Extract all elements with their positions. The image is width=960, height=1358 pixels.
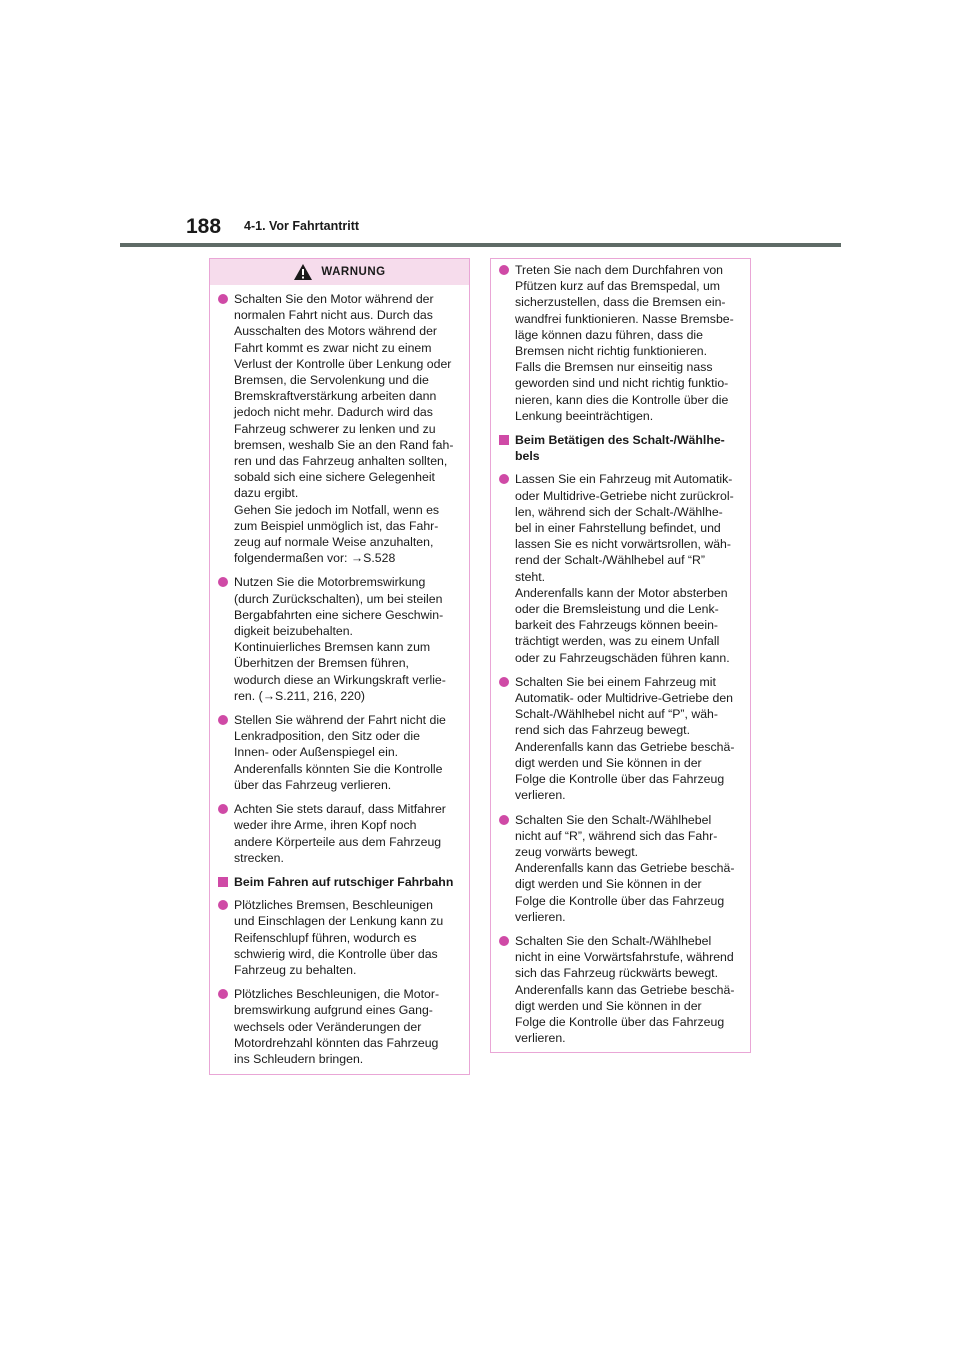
text-line: bremsen, weshalb Sie an den Rand fah-	[234, 437, 454, 452]
text-line: trächtigt werden, was zu einem Unfall	[515, 634, 720, 649]
text-line: Schalten Sie den Motor während der	[234, 292, 434, 306]
bullet-dot-icon	[499, 265, 509, 275]
bullet-dot-icon	[499, 936, 509, 946]
bullet-item	[216, 986, 461, 1067]
text-line: digkeit beizubehalten.	[234, 624, 353, 639]
text-line: Ausschalten des Motors während der	[234, 324, 438, 339]
bullet-dot-icon	[218, 577, 228, 587]
text-line: digt werden und Sie können in der	[515, 998, 702, 1013]
warning-box-left	[209, 258, 470, 1075]
subhead-text: Beim Betätigen des Schalt-/Wählhe-	[515, 433, 725, 448]
text-line: bel in einer Fahrstellung befindet, und	[515, 521, 721, 536]
text-line: zeug auf normale Weise anzuhalten,	[234, 535, 434, 550]
warning-label: WARNUNG	[321, 266, 386, 278]
text-line: verlieren.	[515, 1031, 566, 1046]
text-line: lassen Sie es nicht vorwärtsrollen, wäh-	[515, 537, 731, 552]
bullet-dot-icon	[218, 715, 228, 725]
text-line: Folge die Kontrolle über das Fahrzeug	[515, 893, 725, 908]
text-line: nieren, kann dies die Kontrolle über die	[515, 392, 729, 407]
text-line: Lassen Sie ein Fahrzeug mit Automatik-	[515, 472, 733, 487]
text-line: Gehen Sie jedoch im Notfall, wenn es	[234, 502, 440, 517]
text-line: barkeit des Fahrzeugs können beein-	[515, 618, 719, 633]
text-line: andere Körperteile aus dem Fahrzeug	[234, 834, 442, 849]
text-line: Plötzliches Bremsen, Beschleunigen	[234, 898, 433, 913]
section-square-icon	[218, 877, 228, 887]
text-line: oder zu Fahrzeugschäden führen kann.	[515, 650, 730, 665]
bullet-dot-icon	[218, 804, 228, 814]
text-line: verlieren.	[515, 909, 566, 924]
text-line: Reifenschlupf führen, wodurch es	[234, 930, 417, 945]
text-line: Falls die Bremsen nur einseitig nass	[515, 360, 713, 375]
text-line: zum Beispiel unmöglich ist, das Fahr-	[234, 518, 439, 533]
bullet-dot-icon	[218, 900, 228, 910]
text-line: ren. (→S.211, 216, 220)	[234, 688, 366, 703]
bullet-item	[216, 801, 461, 866]
text-line: rend der Schalt-/Wählhebel auf “R”	[515, 553, 706, 568]
text-line: Achten Sie stets darauf, dass Mitfahrer	[234, 802, 446, 817]
text-line: Treten Sie nach dem Durchfahren von	[515, 263, 724, 277]
text-line: nicht in eine Vorwärtsfahrstufe, während	[515, 950, 734, 965]
text-line: wodurch diese an Wirkungskraft verlie-	[234, 672, 446, 687]
text-line: sicherzustellen, dass die Bremsen ein-	[515, 295, 726, 310]
warning-header	[210, 259, 469, 285]
text-line: rend sich das Fahrzeug bewegt.	[515, 723, 690, 738]
text-line: ins Schleudern bringen.	[234, 1051, 364, 1066]
text-line: Bergabfahrten eine sichere Geschwin-	[234, 607, 444, 622]
bullet-item	[497, 812, 742, 925]
warning-box-right	[490, 258, 751, 1053]
text-line: Nutzen Sie die Motorbremswirkung	[234, 575, 426, 590]
section-square-icon	[499, 435, 509, 445]
text-line: Anderenfalls kann der Motor absterben	[515, 585, 728, 600]
bullet-dot-icon	[218, 294, 228, 304]
text-line: zeug vorwärts bewegt.	[515, 844, 639, 859]
text-line: wechsels oder Veränderungen der	[234, 1019, 422, 1034]
text-line: digt werden und Sie können in der	[515, 877, 702, 892]
bullet-item	[216, 291, 461, 566]
text-line: geworden sind und nicht richtig funktio-	[515, 376, 729, 391]
bullet-item	[497, 674, 742, 804]
text-line: jedoch nicht mehr. Dadurch wird das	[234, 405, 433, 420]
bullet-dot-icon	[499, 474, 509, 484]
bullet-item	[216, 712, 461, 793]
bullet-dot-icon	[218, 989, 228, 999]
text-line: nicht auf “R”, während sich das Fahr-	[515, 828, 718, 843]
subhead-slippery-road	[216, 874, 461, 890]
text-line: (durch Zurückschalten), um bei steilen	[234, 591, 443, 606]
text-line: sich das Fahrzeug rückwärts bewegt.	[515, 966, 718, 981]
text-line: Automatik- oder Multidrive-Getriebe den	[515, 691, 734, 706]
text-line: Stellen Sie während der Fahrt nicht die	[234, 713, 446, 728]
text-line: normalen Fahrt nicht aus. Durch das	[234, 308, 433, 323]
header-rule	[120, 243, 841, 247]
text-line: Bremsen, die Servolenkung und die	[234, 373, 429, 388]
text-line: Folge die Kontrolle über das Fahrzeug	[515, 772, 725, 787]
text-line: oder die Bremsleistung und die Lenk-	[515, 602, 719, 617]
text-line: Innen- oder Außenspiegel ein.	[234, 745, 399, 760]
text-line: Anderenfalls kann das Getriebe beschä-	[515, 739, 735, 754]
bullet-dot-icon	[499, 815, 509, 825]
bullet-dot-icon	[499, 677, 509, 687]
text-line: über das Fahrzeug verlieren.	[234, 777, 392, 792]
section-title: 4-1. Vor Fahrtantritt	[244, 219, 360, 233]
text-line: Schalten Sie bei einem Fahrzeug mit	[515, 674, 716, 689]
text-line: Schalten Sie den Schalt-/Wählhebel	[515, 812, 712, 827]
text-line: Folge die Kontrolle über das Fahrzeug	[515, 1014, 725, 1029]
text-line: verlieren.	[515, 788, 566, 803]
text-line: Überhitzen der Bremsen führen,	[234, 656, 409, 671]
text-line: len, während sich der Schalt-/Wählhe-	[515, 504, 723, 519]
text-line: digt werden und Sie können in der	[515, 755, 702, 770]
subhead-text: Beim Fahren auf rutschiger Fahrbahn	[234, 874, 454, 889]
text-line: Fahrzeug schwerer zu lenken und zu	[234, 421, 436, 436]
text-line: weder ihre Arme, ihren Kopf noch	[234, 818, 417, 833]
bullet-item	[497, 262, 742, 424]
text-line: Plötzliches Beschleunigen, die Motor-	[234, 987, 440, 1002]
text-line: bremswirkung aufgrund eines Gang-	[234, 1003, 433, 1018]
text-line: strecken.	[234, 850, 284, 865]
text-line: Lenkung beeinträchtigen.	[515, 408, 654, 423]
text-line: Bremsen nicht richtig funktionieren.	[515, 344, 708, 359]
text-line: oder Multidrive-Getriebe nicht zurückrol-	[515, 488, 734, 503]
text-line: steht.	[515, 569, 546, 584]
left-items	[216, 291, 461, 866]
text-line: Lenkradposition, den Sitz oder die	[234, 729, 420, 744]
left-items-2	[216, 897, 461, 1067]
text-line: folgendermaßen vor: →S.528	[234, 551, 396, 566]
warning-triangle-icon	[293, 263, 313, 281]
text-line: Anderenfalls könnten Sie die Kontrolle	[234, 761, 443, 776]
subhead-text: bels	[515, 449, 540, 464]
text-line: wandfrei funktionieren. Nasse Bremsbe-	[515, 311, 734, 326]
bullet-item	[497, 471, 742, 665]
bullet-item	[497, 933, 742, 1046]
subhead-shift-lever	[497, 432, 742, 464]
text-line: schwierig wird, die Kontrolle über das	[234, 946, 438, 961]
text-line: Schalten Sie den Schalt-/Wählhebel	[515, 933, 712, 948]
text-line: Fahrzeug zu behalten.	[234, 962, 357, 977]
right-items	[497, 262, 742, 424]
text-line: Schalt-/Wählhebel nicht auf “P”, wäh-	[515, 707, 718, 722]
text-line: Anderenfalls kann das Getriebe beschä-	[515, 982, 735, 997]
page-number: 188	[186, 215, 222, 238]
bullet-item	[216, 897, 461, 978]
text-line: und Einschlagen der Lenkung kann zu	[234, 914, 444, 929]
text-line: dazu ergibt.	[234, 486, 299, 501]
text-line: Pfützen kurz auf das Bremspedal, um	[515, 279, 721, 294]
text-line: ren und das Fahrzeug anhalten sollten,	[234, 454, 448, 469]
text-line: läge können dazu führen, dass die	[515, 327, 704, 342]
text-line: sobald sich eine sichere Gelegenheit	[234, 470, 435, 485]
text-line: Fahrt kommt es zwar nicht zu einem	[234, 340, 432, 355]
text-line: Motordrehzahl könnten das Fahrzeug	[234, 1035, 439, 1050]
text-line: Anderenfalls kann das Getriebe beschä-	[515, 861, 735, 876]
text-line: Bremskraftverstärkung arbeiten dann	[234, 389, 437, 404]
text-line: Verlust der Kontrolle über Lenkung oder	[234, 356, 452, 371]
text-line: Kontinuierliches Bremsen kann zum	[234, 640, 431, 655]
bullet-item	[216, 574, 461, 704]
right-items-2	[497, 471, 742, 1046]
